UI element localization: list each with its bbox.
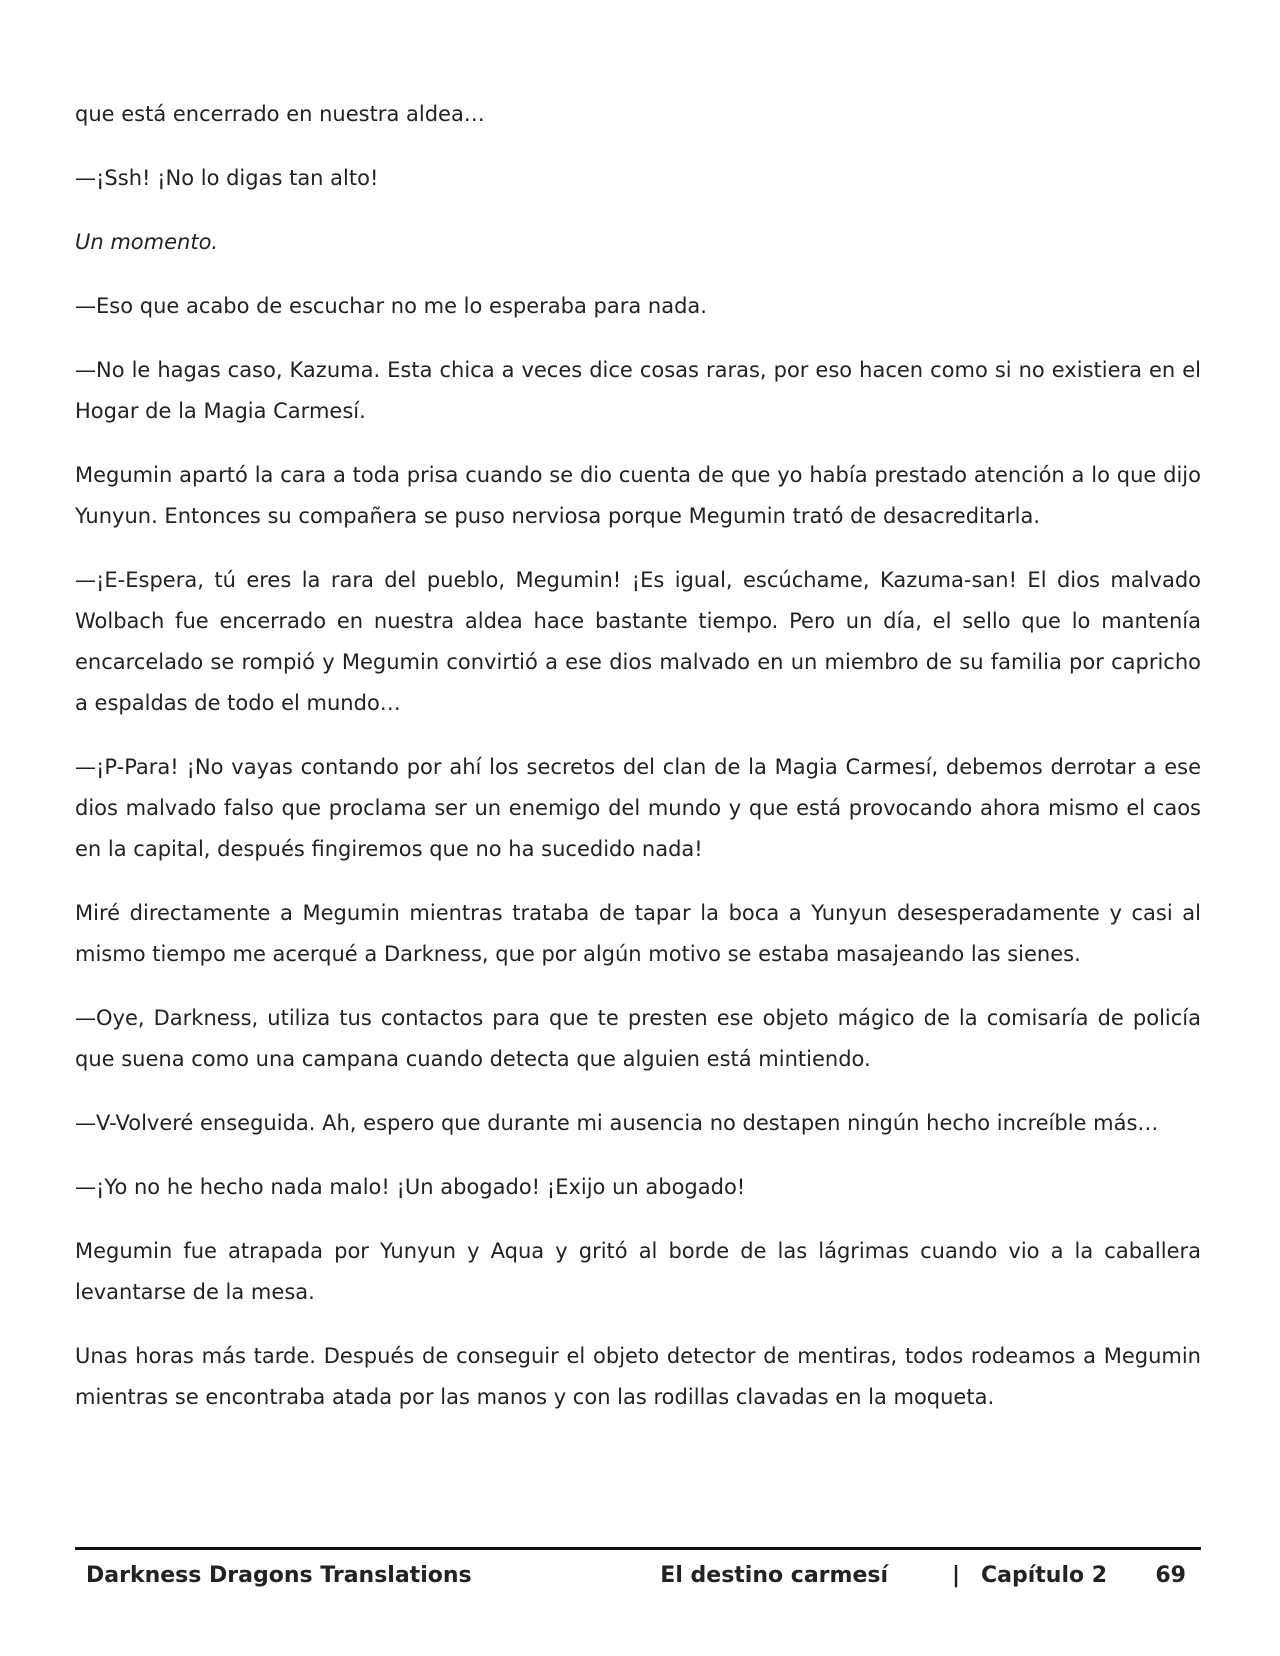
paragraph-3: Un momento. bbox=[75, 230, 219, 254]
footer-chapter: Capítulo 2 bbox=[981, 1563, 1108, 1588]
footer-divider bbox=[75, 1547, 1201, 1550]
paragraph-10: —Oye, Darkness, utiliza tus contactos para que te presten ese objeto mágico de la comisaría de policía que suena como una campana cuando detecta que alguien está mintiendo. bbox=[75, 1006, 1201, 1071]
footer-page-number: 69 bbox=[1155, 1563, 1186, 1588]
paragraph-14: Unas horas más tarde. Después de conseguir el objeto detector de mentiras, todos rodeamos a Megumin mientras se encontraba atada por las manos y con las rodillas clavadas en la moqueta. bbox=[75, 1344, 1201, 1409]
footer-publisher: Darkness Dragons Translations bbox=[86, 1563, 472, 1588]
paragraph-8: —¡P-Para! ¡No vayas contando por ahí los secretos del clan de la Magia Carmesí, debemos derrotar a ese dios malvado falso que proclama ser un enemigo del mundo y que está provocando ahora mismo el caos en la capital, después fingiremos que no ha sucedido nada! bbox=[75, 755, 1201, 861]
paragraph-6: Megumin apartó la cara a toda prisa cuando se dio cuenta de que yo había prestado atención a lo que dijo Yunyun. Entonces su compañera se puso nerviosa porque Megumin trató de desacreditarla. bbox=[75, 463, 1201, 528]
page-footer bbox=[86, 1556, 1198, 1596]
paragraph-4: —Eso que acabo de escuchar no me lo esperaba para nada. bbox=[75, 294, 707, 318]
footer-book-title: El destino carmesí bbox=[660, 1563, 888, 1588]
paragraph-11: —V-Volveré enseguida. Ah, espero que durante mi ausencia no destapen ningún hecho increíble más… bbox=[75, 1111, 1159, 1135]
paragraph-1: que está encerrado en nuestra aldea… bbox=[75, 102, 485, 126]
paragraph-9: Miré directamente a Megumin mientras trataba de tapar la boca a Yunyun desesperadamente y casi al mismo tiempo me acerqué a Darkness, que por algún motivo se estaba masajeando las sienes. bbox=[75, 901, 1201, 966]
paragraph-7: —¡E-Espera, tú eres la rara del pueblo, Megumin! ¡Es igual, escúchame, Kazuma-san! El dios malvado Wolbach fue encerrado en nuestra aldea hace bastante tiempo. Pero un día, el sello que lo mantenía encarcelado se rompió y Megumin convirtió a ese dios malvado en un miembro de su familia por capricho a espaldas de todo el mundo… bbox=[75, 568, 1201, 715]
body-text bbox=[75, 94, 1201, 1441]
footer-separator: | bbox=[952, 1563, 961, 1588]
paragraph-12: —¡Yo no he hecho nada malo! ¡Un abogado! ¡Exijo un abogado! bbox=[75, 1175, 746, 1199]
paragraph-5: —No le hagas caso, Kazuma. Esta chica a veces dice cosas raras, por eso hacen como si no existiera en el Hogar de la Magia Carmesí. bbox=[75, 358, 1201, 423]
paragraph-13: Megumin fue atrapada por Yunyun y Aqua y gritó al borde de las lágrimas cuando vio a la caballera levantarse de la mesa. bbox=[75, 1239, 1201, 1304]
paragraph-2: —¡Ssh! ¡No lo digas tan alto! bbox=[75, 166, 379, 190]
